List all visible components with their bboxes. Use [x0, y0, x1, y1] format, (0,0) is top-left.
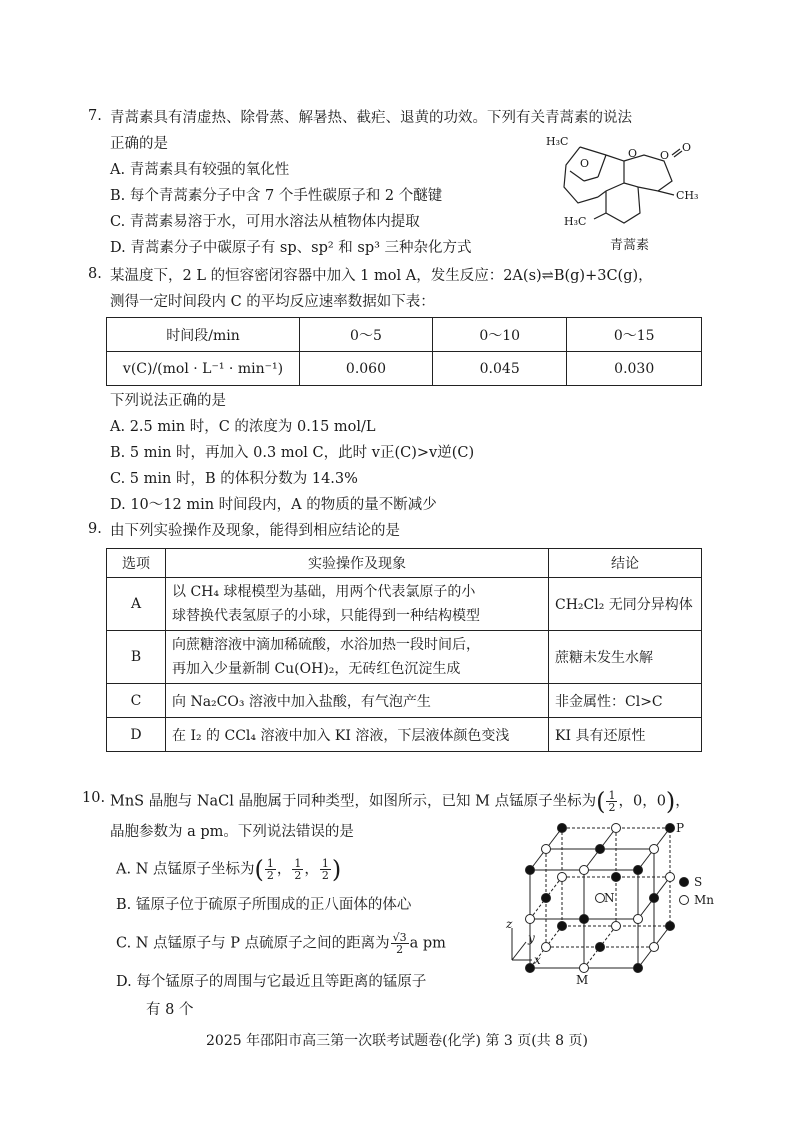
- table-cell: [166, 631, 549, 684]
- question-stem: 某温度下，2 L 的恒容密闭容器中加入 1 mol A，发生反应：2A(s)⇌B(g)+3C(g)，: [110, 268, 653, 284]
- operation-line: 向蔗糖溶液中滴加稀硫酸，水浴加热一段时间后，: [172, 637, 480, 653]
- option-c: C. 青蒿素易溶于水，可用水溶法从植物体内提取: [110, 214, 420, 230]
- table-cell: 非金属性：Cl>C: [549, 684, 702, 718]
- denominator: 2: [294, 869, 302, 882]
- table-cell: D: [107, 718, 166, 752]
- operation-line: 以 CH₄ 球棍模型为基础，用两个代表氯原子的小: [172, 584, 476, 600]
- denominator: 2: [321, 869, 329, 882]
- question-stem: MnS 晶胞与 NaCl 晶胞属于同种类型，如图所示，已知 M 点锰原子坐标为( $\frac{1}{2}$ ，0，0)，: [110, 787, 690, 816]
- question-number: 10.: [82, 790, 106, 806]
- question-stem: 由下列实验操作及现象，能得到相应结论的是: [110, 523, 400, 539]
- table-cell: CH₂Cl₂ 无同分异构体: [549, 578, 702, 631]
- legend-s-label: S: [694, 875, 703, 889]
- numerator: 1: [294, 857, 302, 870]
- table-cell: v(C)/(mol · L⁻¹ · min⁻¹): [107, 352, 300, 386]
- numerator: 1: [266, 857, 274, 870]
- point-label-m: M: [576, 973, 589, 987]
- table-cell: 0.045: [432, 352, 567, 386]
- fraction: [606, 790, 617, 813]
- numerator: 1: [321, 857, 329, 870]
- question-number: 7.: [88, 108, 102, 124]
- fraction: [320, 858, 331, 881]
- experiment-table: [106, 548, 702, 752]
- axis-label-x: x: [534, 953, 541, 967]
- table-cell: 0.060: [300, 352, 433, 386]
- operation-line: 再加入少量新制 Cu(OH)₂，无砖红色沉淀生成: [172, 661, 461, 677]
- svg-text:O: O: [628, 147, 638, 160]
- table-row: [107, 318, 702, 352]
- table-row: [107, 578, 702, 631]
- coordinate-value: 0: [632, 793, 643, 810]
- table-row: [107, 718, 702, 752]
- question-number: 9.: [88, 521, 102, 537]
- table-cell: 0～5: [300, 318, 433, 352]
- option-a: A. N 点锰原子坐标为( $\frac{1}{2}$ ， $\frac{1}{2}$ ， $\frac{1}{2}$ ): [116, 855, 342, 884]
- table-cell: 蔗糖未发生水解: [549, 631, 702, 684]
- point-label-n: N: [604, 891, 615, 905]
- axis-label-y: y: [528, 931, 535, 945]
- table-row: [107, 684, 702, 718]
- table-row: [107, 549, 702, 578]
- option-text: a pm: [409, 935, 446, 952]
- table-cell: 0～15: [567, 318, 702, 352]
- option-a: A. 青蒿素具有较强的氧化性: [110, 162, 290, 178]
- option-d: D. 每个锰原子的周围与它最近且等距离的锰原子: [116, 974, 427, 990]
- table-cell: 在 I₂ 的 CCl₄ 溶液中加入 KI 溶液，下层液体颜色变浅: [166, 718, 549, 752]
- figure-caption: 青蒿素: [610, 238, 650, 253]
- option-a: A. 2.5 min 时，C 的浓度为 0.15 mol/L: [110, 419, 376, 435]
- svg-text:O: O: [682, 141, 692, 154]
- artemisinin-structure-figure: [540, 125, 720, 235]
- methyl-label-bottom: H₃C: [564, 215, 587, 228]
- fraction: [292, 858, 303, 881]
- svg-text:O: O: [660, 149, 670, 162]
- point-label-p: P: [676, 821, 685, 835]
- table-cell: B: [107, 631, 166, 684]
- table-row: [107, 352, 702, 386]
- fraction: [265, 858, 276, 881]
- denominator: 2: [608, 801, 616, 814]
- methyl-label-top: H₃C: [546, 135, 569, 148]
- option-d: D. 10～12 min 时间段内，A 的物质的量不断减少: [110, 497, 437, 513]
- table-cell: KI 具有还原性: [549, 718, 702, 752]
- option-b: B. 锰原子位于硫原子所围成的正八面体的体心: [116, 897, 412, 913]
- option-text: A. N 点锰原子坐标为: [116, 861, 255, 878]
- question-stem: 正确的是: [110, 136, 168, 152]
- table-row: [107, 631, 702, 684]
- table-cell: 0～10: [432, 318, 567, 352]
- axis-label-z: z: [506, 917, 513, 931]
- option-d: D. 青蒿素分子中碳原子有 sp、sp² 和 sp³ 三种杂化方式: [110, 240, 472, 256]
- page-footer: 2025 年邵阳市高三第一次联考试题卷(化学) 第 3 页(共 8 页): [206, 1033, 588, 1049]
- question-number: 8.: [88, 266, 102, 282]
- table-cell: C: [107, 684, 166, 718]
- numerator: 1: [608, 789, 616, 802]
- operation-line: 球替换代表氢原子的小球，只能得到一种结构模型: [172, 608, 480, 624]
- table-header: 实验操作及现象: [166, 549, 549, 578]
- methyl-label-right: CH₃: [676, 189, 699, 202]
- table-cell: 0.030: [567, 352, 702, 386]
- mns-unit-cell-figure: [470, 818, 730, 987]
- option-c: C. 5 min 时，B 的体积分数为 14.3%: [110, 471, 358, 487]
- denominator: 2: [266, 869, 274, 882]
- fraction: [391, 932, 409, 955]
- question-stem: 青蒿素具有清虚热、除骨蒸、解暑热、截疟、退黄的功效。下列有关青蒿素的说法: [110, 110, 632, 126]
- option-d-continued: 有 8 个: [146, 1002, 194, 1018]
- denominator: 2: [396, 943, 404, 956]
- question-stem: 晶胞参数为 a pm。下列说法错误的是: [110, 824, 354, 840]
- question-prompt: 下列说法正确的是: [110, 393, 226, 409]
- option-b: B. 5 min 时，再加入 0.3 mol C，此时 v正(C)>v逆(C): [110, 445, 475, 461]
- table-header: 选项: [107, 549, 166, 578]
- option-c: [116, 932, 446, 955]
- table-cell: [166, 578, 549, 631]
- rate-table: [106, 317, 702, 386]
- option-b: B. 每个青蒿素分子中含 7 个手性碳原子和 2 个醚键: [110, 188, 443, 204]
- table-cell: A: [107, 578, 166, 631]
- stem-text: MnS 晶胞与 NaCl 晶胞属于同种类型，如图所示，已知 M 点锰原子坐标为: [110, 793, 597, 810]
- legend-mn-label: Mn: [694, 893, 715, 907]
- table-header: 结论: [549, 549, 702, 578]
- table-cell: 向 Na₂CO₃ 溶液中加入盐酸，有气泡产生: [166, 684, 549, 718]
- table-cell: 时间段/min: [107, 318, 300, 352]
- question-stem: 测得一定时间段内 C 的平均反应速率数据如下表：: [110, 294, 435, 310]
- numerator: √3: [392, 931, 407, 944]
- coordinate-value: 0: [656, 793, 666, 810]
- option-text: C. N 点锰原子与 P 点硫原子之间的距离为: [116, 935, 390, 952]
- svg-text:O: O: [580, 157, 590, 170]
